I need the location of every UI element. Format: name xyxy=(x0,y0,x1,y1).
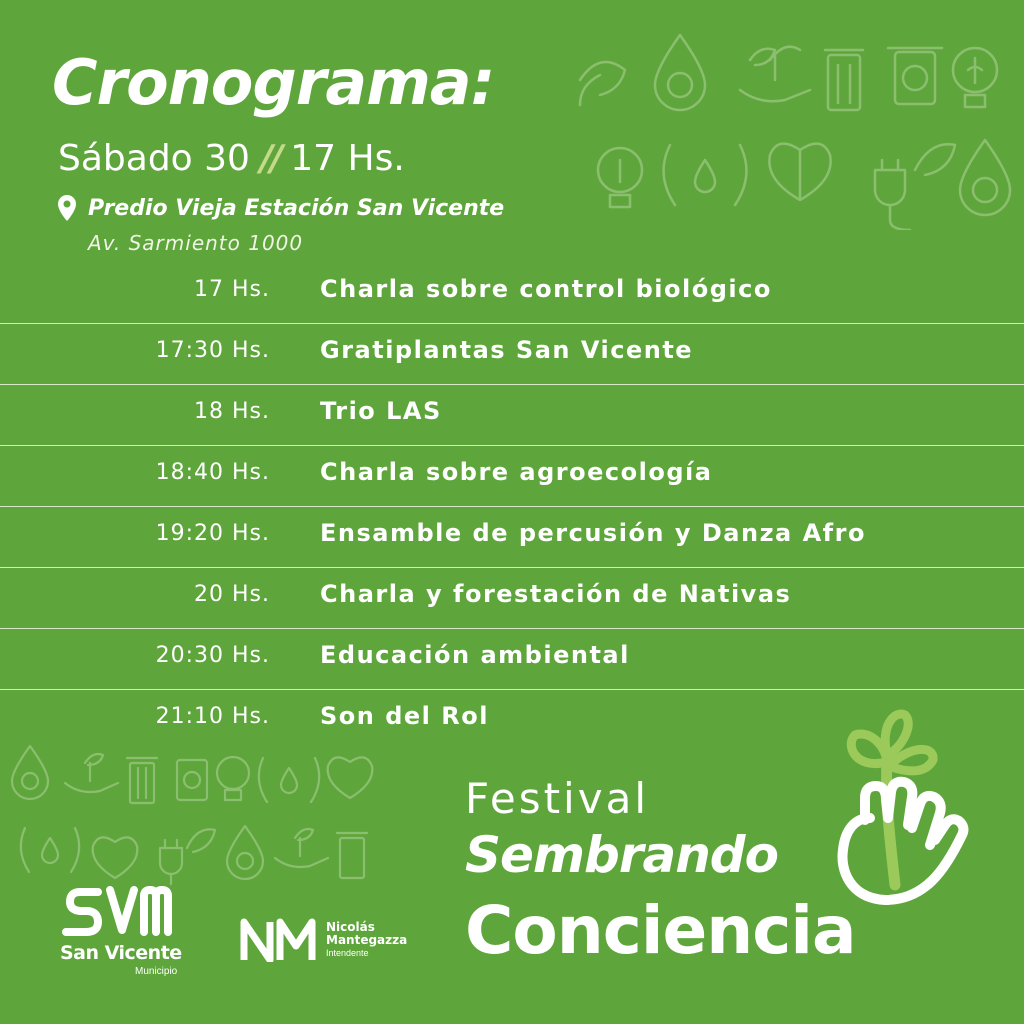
nm-mark-icon xyxy=(240,918,320,962)
hands-drop-icon xyxy=(664,145,747,205)
schedule-activity: Son del Rol xyxy=(320,702,489,730)
schedule-row xyxy=(0,568,1024,629)
schedule-row xyxy=(0,629,1024,690)
schedule-activity: Educación ambiental xyxy=(320,641,630,669)
schedule-row xyxy=(0,324,1024,385)
schedule-time: 18:40 Hs. xyxy=(155,460,270,485)
recycle-bin-icon xyxy=(888,48,942,104)
schedule-activity: Charla y forestación de Nativas xyxy=(320,580,792,608)
venue-address: Av. Sarmiento 1000 xyxy=(88,231,304,255)
date-separator: // xyxy=(259,138,281,179)
eco-icons-bottom xyxy=(5,738,385,888)
venue-name: Predio Vieja Estación San Vicente xyxy=(88,195,505,221)
schedule-time: 17 Hs. xyxy=(194,277,270,302)
municipio-logo xyxy=(60,880,190,977)
hands-plant-icon xyxy=(65,754,118,792)
schedule-row xyxy=(0,507,1024,568)
schedule-activity: Ensamble de percusión y Danza Afro xyxy=(320,519,866,547)
schedule-activity: Trio LAS xyxy=(320,397,442,425)
recycle-bin-icon xyxy=(127,758,157,803)
schedule-activity: Gratiplantas San Vicente xyxy=(320,336,694,364)
leaf-heart-icon xyxy=(93,837,138,878)
schedule-time: 17:30 Hs. xyxy=(155,338,270,363)
lightbulb-leaf-icon xyxy=(217,757,249,800)
schedule-time: 19:20 Hs. xyxy=(155,521,270,546)
leaf-heart-icon xyxy=(328,757,373,798)
svm-mark-icon xyxy=(60,880,190,942)
schedule-list xyxy=(0,263,1024,750)
page-title: Cronograma: xyxy=(52,46,495,119)
plug-leaf-icon xyxy=(875,144,955,230)
event-day: Sábado 30 xyxy=(58,138,250,179)
event-date xyxy=(58,138,405,179)
hands-plant-icon xyxy=(275,829,328,867)
hands-drop-icon xyxy=(21,828,79,872)
hand-sprout-icon xyxy=(825,700,995,910)
leaf-heart-icon xyxy=(769,144,830,200)
schedule-row xyxy=(0,446,1024,507)
location-pin-icon xyxy=(58,195,76,221)
intendente-logo xyxy=(240,918,407,962)
eco-drop-icon xyxy=(655,35,705,110)
eco-drop-icon xyxy=(960,140,1010,215)
intendente-role: Intendente xyxy=(326,947,369,958)
municipio-sub: Municipio xyxy=(135,966,178,977)
schedule-time: 18 Hs. xyxy=(194,399,270,424)
festival-name-line2: Conciencia xyxy=(465,892,856,969)
schedule-row xyxy=(0,263,1024,324)
eco-icons-top xyxy=(570,20,1020,230)
recycle-bin-icon xyxy=(337,833,367,878)
schedule-time: 20:30 Hs. xyxy=(155,643,270,668)
intendente-first-name: Nicolás xyxy=(326,919,375,934)
recycle-bin-icon xyxy=(177,760,207,800)
intendente-last-name: Mantegazza xyxy=(326,932,408,947)
hands-drop-icon xyxy=(259,758,319,802)
schedule-time: 21:10 Hs. xyxy=(155,704,270,729)
schedule-row xyxy=(0,385,1024,446)
lightbulb-leaf-icon xyxy=(953,48,997,107)
schedule-activity: Charla sobre control biológico xyxy=(320,275,772,303)
recycle-bin-icon xyxy=(825,50,863,110)
festival-label: Festival xyxy=(465,774,649,823)
event-time: 17 Hs. xyxy=(290,138,405,179)
festival-name-line1: Sembrando xyxy=(465,826,778,884)
schedule-activity: Charla sobre agroecología xyxy=(320,458,713,486)
eco-drop-icon xyxy=(227,826,263,879)
lightbulb-leaf-icon xyxy=(580,62,625,105)
hands-plant-icon xyxy=(740,47,810,102)
lightbulb-leaf-icon xyxy=(598,148,642,207)
municipio-name: San Vicente xyxy=(60,942,182,964)
event-venue xyxy=(58,195,504,221)
plug-leaf-icon xyxy=(160,829,215,884)
eco-drop-icon xyxy=(12,746,48,799)
schedule-time: 20 Hs. xyxy=(194,582,270,607)
